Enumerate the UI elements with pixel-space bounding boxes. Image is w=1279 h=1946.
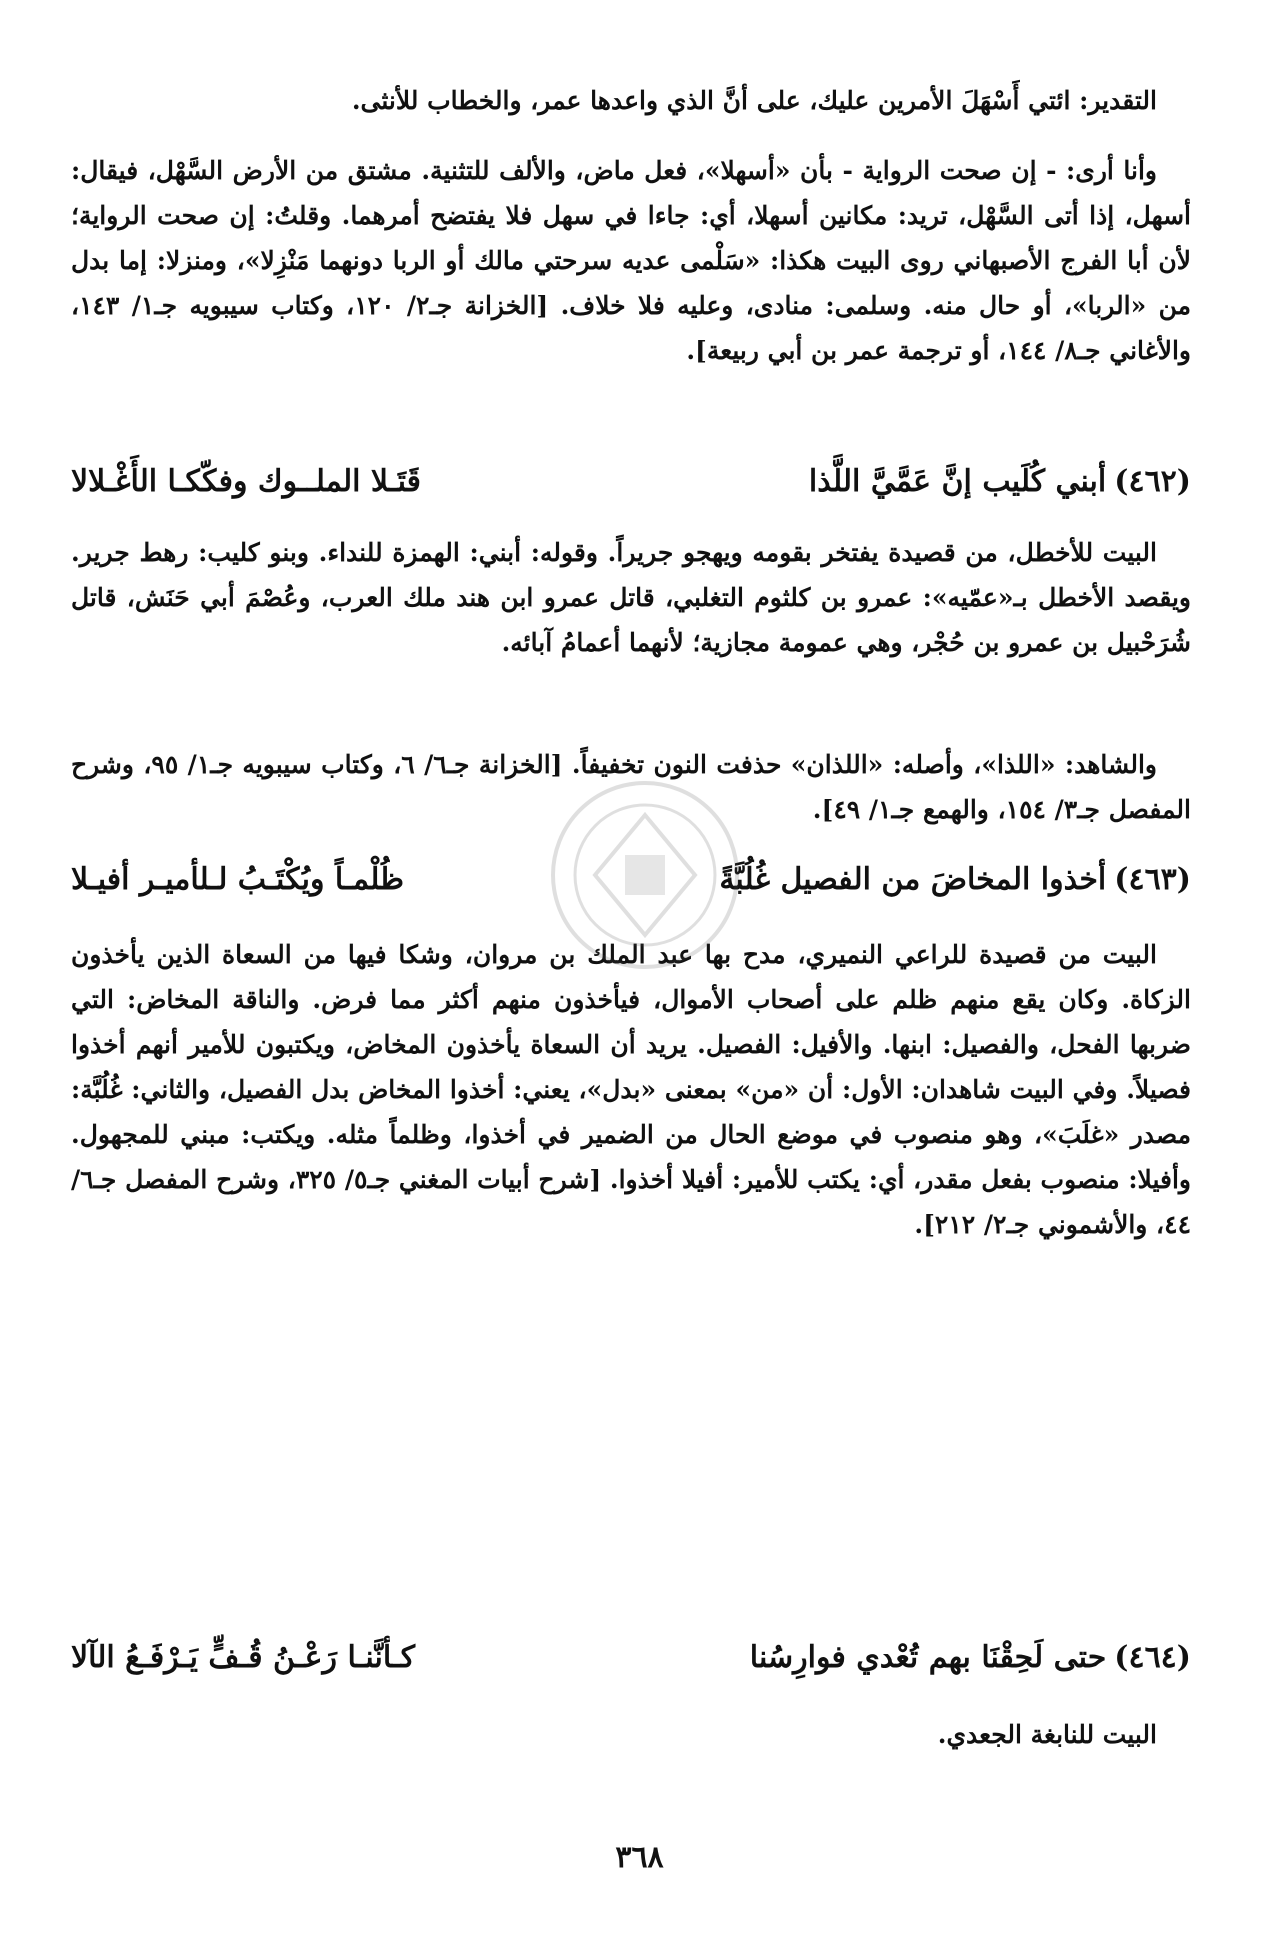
verse-first-hemistich: حتى لَحِقْنَا بهم تُعْدي فوارِسُنا	[749, 1639, 1107, 1675]
paragraph-nabigha	[71, 1712, 1191, 1757]
paragraph-shahid-462-text: والشاهد: «اللذا»، وأصله: «اللذان» حذفت النون تخفيفاً. [الخزانة جـ٦/ ٦، وكتاب سيبويه جـ١/ ٩٥، وشرح المفصل جـ٣/ ١٥٤، والهمع جـ١/ ٤٩].	[71, 750, 1191, 824]
verse-462	[71, 454, 1191, 508]
verse-number: (٤٦٢)	[1114, 463, 1191, 499]
paragraph-rai	[71, 932, 1191, 1247]
paragraph-taqdir-text: التقدير: ائتي أَسْهَلَ الأمرين عليك، على أنَّ الذي واعدها عمر، والخطاب للأنثى.	[351, 86, 1157, 115]
verse-number: (٤٦٤)	[1114, 1639, 1191, 1675]
paragraph-ana-ara-text: وأنا أرى: - إن صحت الرواية - بأن «أسهلا»، فعل ماض، والألف للتثنية. مشتق من الأرض السَّهْل، فيقال: أسهل، إذا أتى السَّهْل، تريد: مكانين أسهلا، أي: جاءا في سهل فلا يفتضح أمرهما. وقلتُ: إن صحت الرواية؛ لأن أبا الفرج الأصبهاني روى البيت هكذا: «سَلْمى عديه سرحتي مالك أو الربا دونهما مَنْزِلا»، ومنزلا: إما بدل من «الربا»، أو حال منه. وسلمى: منادى، وعليه فلا خلاف. [الخزانة جـ٢/ ١٢٠، وكتاب سيبويه جـ١/ ١٤٣، والأغاني جـ٨/ ١٤٤، أو ترجمة عمر بن أبي ربيعة].	[71, 156, 1191, 365]
paragraph-rai-text: البيت من قصيدة للراعي النميري، مدح بها عبد الملك بن مروان، وشكا فيها من السعاة الذين يأخذون الزكاة. وكان يقع منهم ظلم على أصحاب الأموال، فيأخذون منهم أكثر مما فرض. والناقة المخاض: التي ضربها الفحل، والفصيل: ابنها. والأفيل: الفصيل. يريد أن السعاة يأخذون المخاض، ويكتبون للأمير أنهم أخذوا فصيلاً. وفي البيت شاهدان: الأول: أن «من» بمعنى «بدل»، يعني: أخذوا المخاض بدل الفصيل، والثاني: غُلُبَّة: مصدر «غلَبَ»، وهو منصوب في موضع الحال من الضمير في أخذوا، وظلماً مثله. ويكتب: مبني للمجهول. وأفيلا: منصوب بفعل مقدر، أي: يكتب للأمير: أفيلا أخذوا. [شرح أبيات المغني جـ٥/ ٣٢٥، وشرح المفصل جـ٦/ ٤٤، والأشموني جـ٢/ ٢١٢].	[71, 940, 1191, 1239]
verse-first-hemistich: أبني كُلَيب إنَّ عَمَّيَّ اللَّذا	[808, 463, 1107, 499]
paragraph-ana-ara	[71, 148, 1191, 373]
verse-number: (٤٦٣)	[1114, 861, 1191, 897]
paragraph-akhtal	[71, 530, 1191, 665]
library-seal-watermark-icon	[545, 775, 745, 975]
verse-second-hemistich: كـأنَّنـا رَعْـنُ قُـفٍّ يَـرْفَـعُ الآلا	[71, 1639, 416, 1675]
verse-second-hemistich: قَتَـلا الملــوك وفكّكـا الأَغْـلالا	[71, 463, 421, 499]
verse-464	[71, 1630, 1191, 1684]
page-number: ٣٦٨	[615, 1840, 664, 1875]
paragraph-taqdir	[71, 78, 1191, 123]
verse-second-hemistich: ظُلْمـاً ويُكْتَـبُ لـلأميـر أفيـلا	[71, 861, 405, 897]
paragraph-akhtal-text: البيت للأخطل، من قصيدة يفتخر بقومه ويهجو جريراً. وقوله: أبني: الهمزة للنداء. وبنو كليب: رهط جرير. ويقصد الأخطل بـ«عمّيه»: عمرو بن كلثوم التغلبي، قاتل عمرو ابن هند ملك العرب، وعُصْمَ أبي حَنَش، قاتل شُرَحْبيل بن عمرو بن حُجْر، وهي عمومة مجازية؛ لأنهما أعمامُ آبائه.	[71, 538, 1191, 657]
verse-first-hemistich: أخذوا المخاضَ من الفصيل غُلُبَّةً	[719, 861, 1107, 897]
paragraph-nabigha-text: البيت للنابغة الجعدي.	[937, 1720, 1157, 1749]
